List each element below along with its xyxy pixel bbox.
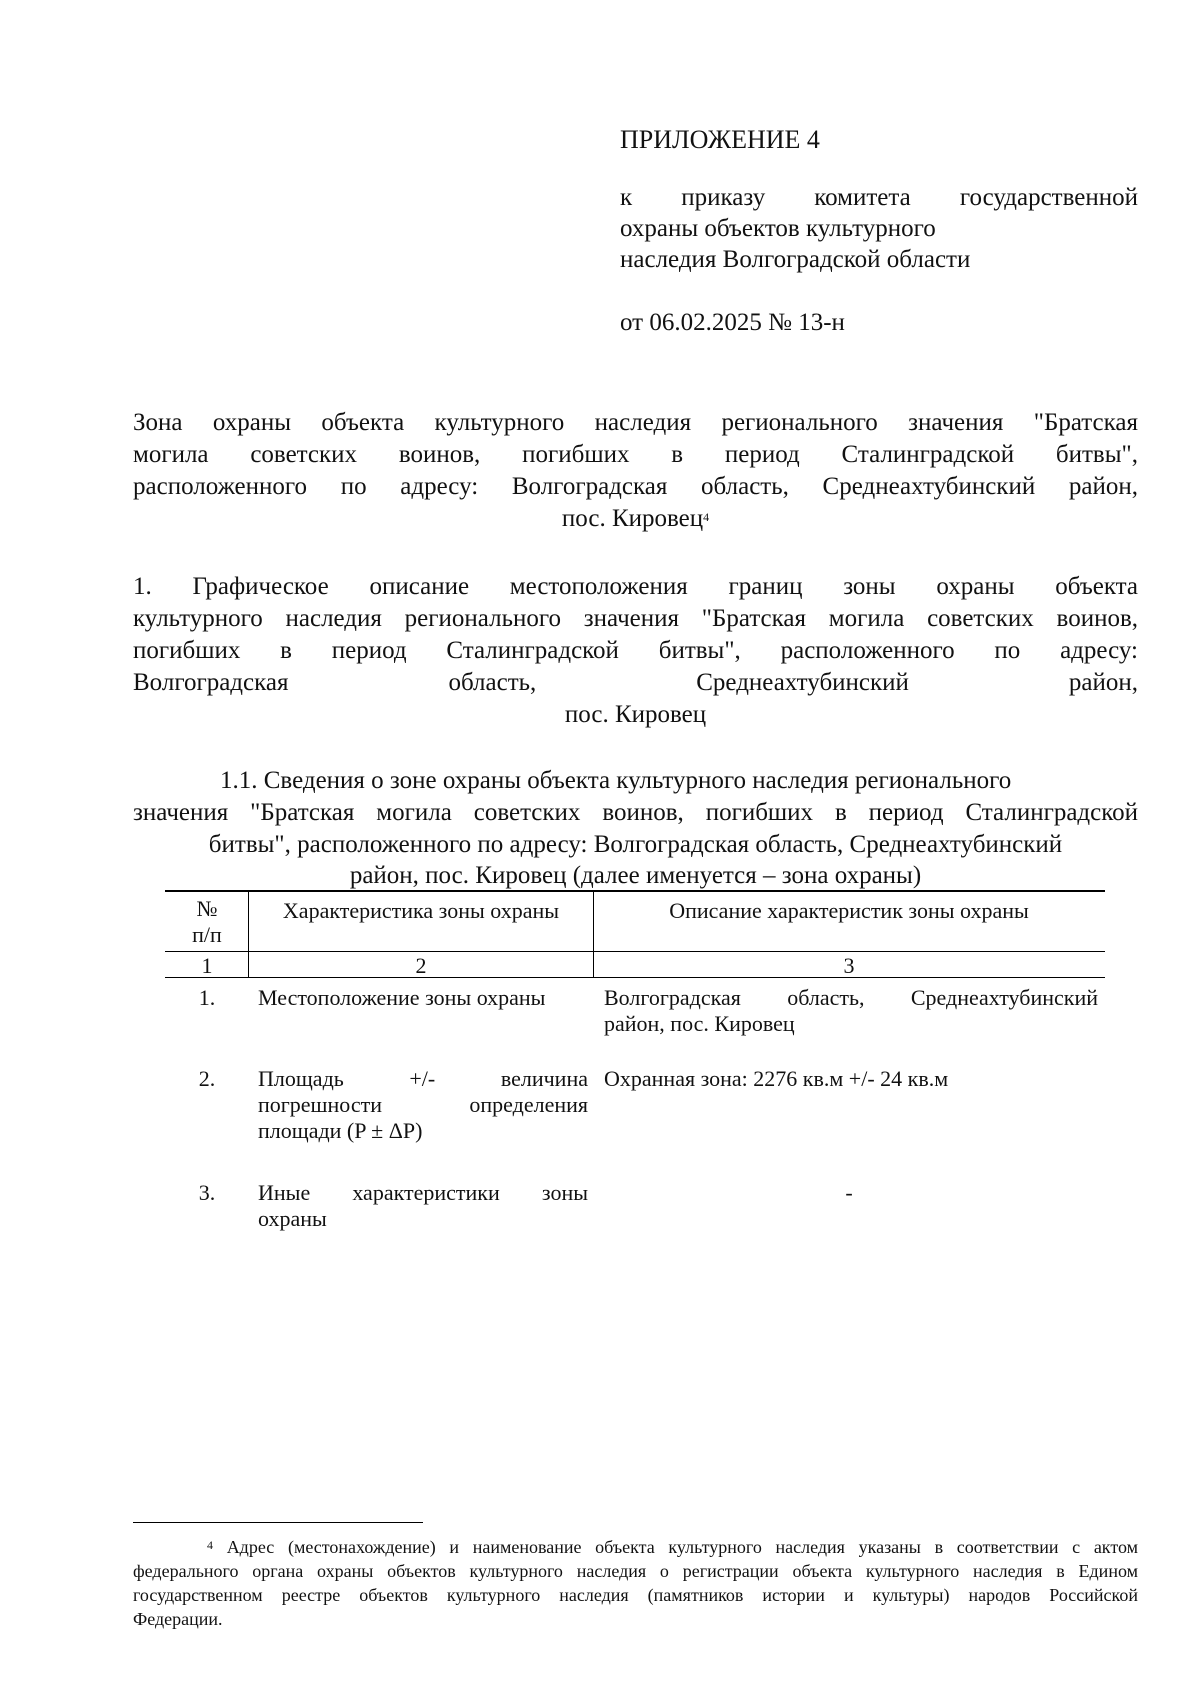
title-line-1: Зона охраны объекта культурного наследия регионального значения "Братская xyxy=(133,409,1138,436)
table-header-rule xyxy=(165,951,1105,952)
column-number-1: 1 xyxy=(201,953,213,978)
title-footnote-mark: 4 xyxy=(703,510,710,524)
row-characteristic-line-3: площади (P ± ΔP) xyxy=(258,1118,423,1143)
footnote-separator xyxy=(133,1522,423,1523)
header-characteristic: Характеристика зоны охраны xyxy=(282,898,560,923)
footnote-text-1: Адрес (местонахождение) и наименование объекта культурного наследия указаны в соответствии с актом xyxy=(226,1537,1138,1557)
section1-line-5: пос. Кировец xyxy=(564,701,707,728)
footnote-line-4: Федерации. xyxy=(133,1609,223,1629)
row-description-line-1: Волгоградская область, Среднеахтубинский xyxy=(604,985,1098,1010)
row-characteristic-line-2: погрешности определения xyxy=(258,1092,588,1117)
title-line-2: могила советских воинов, погибших в период Сталинградской битвы", xyxy=(133,441,1138,468)
header-line-1: к приказу комитета государственной xyxy=(620,184,1138,211)
column-number-2: 2 xyxy=(415,953,427,978)
row-characteristic-line-1: Иные характеристики зоны xyxy=(258,1180,588,1205)
row-number: 2. xyxy=(198,1066,216,1091)
column-number-3: 3 xyxy=(843,953,855,978)
header-number: № п/п xyxy=(192,896,222,947)
title-line-4 xyxy=(133,504,1138,534)
section11-line-3: битвы", расположенного по адресу: Волгоградская область, Среднеахтубинский xyxy=(208,831,1063,858)
order-date-number: от 06.02.2025 № 13-н xyxy=(620,309,845,336)
row-number: 1. xyxy=(198,985,216,1010)
footnote-line-3: государственном реестре объектов культурного наследия (памятников истории и культуры) народов Российской xyxy=(133,1585,1138,1605)
appendix-title: ПРИЛОЖЕНИЕ 4 xyxy=(620,125,820,154)
row-number: 3. xyxy=(198,1180,216,1205)
row-characteristic-line-2: охраны xyxy=(258,1206,327,1231)
footnote-line-2: федерального органа охраны объектов культурного наследия о регистрации объекта культурного наследия в Едином xyxy=(133,1561,1138,1581)
row-description: - xyxy=(845,1180,853,1205)
header-line-3: наследия Волгоградской области xyxy=(620,246,971,273)
row-characteristic-line-1: Площадь +/- величина xyxy=(258,1066,588,1091)
section11-line-4: район, пос. Кировец (далее именуется – зона охраны) xyxy=(349,862,922,889)
row-description-line-2: район, пос. Кировец xyxy=(604,1011,795,1036)
header-line-2: охраны объектов культурного xyxy=(620,215,936,242)
section11-line-1: 1.1. Сведения о зоне охраны объекта культурного наследия регионального xyxy=(220,767,1012,794)
section1-line-4: Волгоградская область, Среднеахтубинский район, xyxy=(133,669,1138,696)
header-description: Описание характеристик зоны охраны xyxy=(669,898,1029,923)
footnote-line-1 xyxy=(133,1536,1138,1559)
section1-line-1: 1. Графическое описание местоположения границ зоны охраны объекта xyxy=(133,573,1138,600)
row-characteristic: Местоположение зоны охраны xyxy=(258,985,546,1010)
row-description: Охранная зона: 2276 кв.м +/- 24 кв.м xyxy=(604,1066,949,1091)
footnote-mark: 4 xyxy=(207,1538,213,1552)
title-locality: пос. Кировец xyxy=(561,505,704,532)
section1-line-2: культурного наследия регионального значения "Братская могила советских воинов, xyxy=(133,605,1138,632)
table-top-rule xyxy=(165,890,1105,892)
section11-line-2: значения "Братская могила советских воинов, погибших в период Сталинградской xyxy=(133,799,1138,826)
title-line-3: расположенного по адресу: Волгоградская область, Среднеахтубинский район, xyxy=(133,473,1138,500)
section1-line-3: погибших в период Сталинградской битвы", расположенного по адресу: xyxy=(133,637,1138,664)
